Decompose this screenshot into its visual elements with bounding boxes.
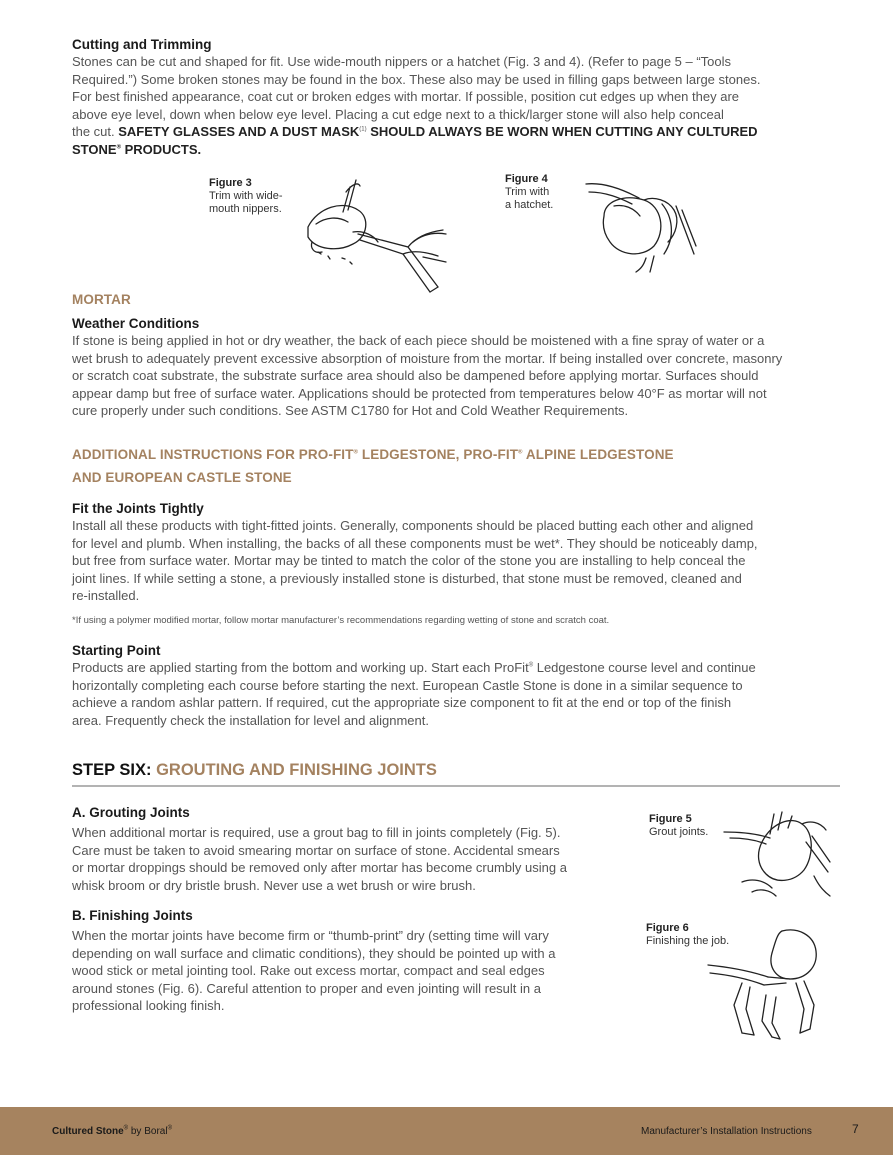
- starting-line-2: horizontally completing each course before starting the next. European Castle Stone is done in a similar sequence to: [72, 677, 743, 693]
- fit-line-1: Install all these products with tight-fitted joints. Generally, components should be placed butting each other and aligned: [72, 518, 754, 533]
- figure-4-caption-line-1: Trim with: [505, 186, 550, 198]
- starting-line-1-a: Products are applied starting from the bottom and working up. Start each ProFit: [72, 660, 529, 675]
- starting-line-4: area. Frequently check the installation for level and alignment.: [72, 712, 429, 728]
- finishing-line-5: professional looking finish.: [72, 998, 225, 1014]
- fit-line-3: but free from surface water. Mortar may be tinted to match the color of the stone you are installing to help conceal the: [72, 553, 746, 569]
- registered-mark: ®: [528, 662, 534, 669]
- page-number: 7: [852, 1122, 859, 1136]
- footer-doc-title: Manufacturer’s Installation Instructions: [641, 1126, 812, 1137]
- step-six-title: GROUTING AND FINISHING JOINTS: [156, 761, 437, 779]
- safety-warning-cont: SHOULD ALWAYS BE WORN WHEN CUTTING ANY CULTURED: [366, 124, 758, 140]
- polymer-footnote: *If using a polymer modified mortar, follow mortar manufacturer’s recommendations regarding wetting of stone and scratch coat.: [72, 615, 610, 626]
- weather-line-4: appear damp but free of surface water. Applications should be protected from temperatures below 40°F as mortar will not: [72, 385, 767, 401]
- registered-mark: ®: [518, 449, 523, 456]
- registered-mark: ®: [353, 449, 359, 456]
- weather-conditions-body: [72, 332, 862, 420]
- starting-line-1-b: Ledgestone course level and continue: [533, 660, 756, 675]
- hatchet-illustration-icon: [584, 176, 700, 276]
- grouting-joints-heading: A. Grouting Joints: [72, 805, 190, 820]
- additional-instructions-title: [72, 447, 674, 462]
- finishing-joints-body: [72, 927, 642, 1015]
- nippers-illustration-icon: [298, 172, 448, 300]
- cutting-body: [72, 53, 852, 159]
- weather-line-5: cure properly under such conditions. See ASTM C1780 for Hot and Cold Weather Requirements.: [72, 403, 629, 419]
- registered-mark: ®: [167, 1125, 172, 1132]
- figure-5-caption: [649, 813, 708, 839]
- cutting-line-5: [72, 123, 852, 141]
- grout-bag-illustration-icon: [722, 812, 832, 900]
- finishing-line-4: around stones (Fig. 6). Careful attention to proper and even jointing will result in a: [72, 980, 541, 996]
- additional-title-part-1: ADDITIONAL INSTRUCTIONS FOR PRO-FIT: [72, 447, 354, 462]
- figure-3-title: Figure 3: [209, 177, 252, 189]
- safety-warning-products: PRODUCTS.: [120, 141, 202, 157]
- additional-title-part-2: LEDGESTONE, PRO-FIT: [358, 447, 519, 462]
- fit-line-5: re-installed.: [72, 588, 140, 604]
- figure-4-caption-line-2: a hatchet.: [505, 199, 554, 211]
- grouting-line-4: whisk broom or dry bristle brush. Never use a wet brush or wire brush.: [72, 877, 476, 893]
- step-six-label: STEP SIX:: [72, 761, 157, 779]
- footer-brand-by: by Boral: [128, 1126, 168, 1137]
- safety-warning-stone: STONE: [72, 141, 117, 157]
- grouting-line-1: When additional mortar is required, use a grout bag to fill in joints completely (Fig. 5).: [72, 825, 561, 840]
- grouting-line-3: or mortar droppings should be removed only after mortar has become crumbly using a: [72, 860, 567, 876]
- cutting-line-4: above eye level, down when below eye level. Placing a cut edge next to a thick/larger stone will also help conceal: [72, 106, 724, 122]
- fit-line-2: for level and plumb. When installing, the backs of all these components must be wet*. They should be noticeably damp,: [72, 535, 758, 551]
- mortar-section-title: MORTAR: [72, 292, 131, 307]
- section-divider: [72, 785, 840, 787]
- figure-5-title: Figure 5: [649, 813, 692, 825]
- figure-4-caption: [505, 173, 553, 212]
- registered-mark: ®: [123, 1125, 129, 1132]
- weather-line-2: wet brush to adequately prevent excessive absorption of moisture from the mortar. If being installed over concrete, masonry: [72, 350, 783, 366]
- cutting-line-2: Required.”) Some broken stones may be found in the box. These also may be used in filling gaps between large stones.: [72, 71, 761, 87]
- footer-brand-name: Cultured Stone: [52, 1126, 124, 1137]
- cutting-heading: Cutting and Trimming: [72, 37, 212, 52]
- finishing-line-1: When the mortar joints have become firm or “thumb-print” dry (setting time will vary: [72, 928, 549, 943]
- weather-conditions-heading: Weather Conditions: [72, 316, 200, 331]
- additional-title-part-3: ALPINE LEDGESTONE: [522, 447, 674, 462]
- figure-6-caption-text: Finishing the job.: [646, 935, 730, 947]
- weather-line-3: or scratch coat substrate, the substrate surface area should also be dampened before applying mortar. Surfaces should: [72, 368, 759, 384]
- registered-mark: ®: [116, 144, 121, 151]
- figure-6-title: Figure 6: [646, 922, 689, 934]
- footer-brand: [52, 1126, 172, 1137]
- cutting-line-1: Stones can be cut and shaped for fit. Use wide-mouth nippers or a hatchet (Fig. 3 and 4). (Refer to page 5 – “Tools: [72, 54, 732, 69]
- cutting-line-6: [72, 141, 852, 159]
- figure-4-title: Figure 4: [505, 173, 548, 185]
- finishing-line-3: wood stick or metal jointing tool. Rake out excess mortar, compact and seal edges: [72, 963, 545, 979]
- finishing-joints-heading: B. Finishing Joints: [72, 908, 193, 923]
- starting-point-body: [72, 659, 862, 729]
- fit-joints-heading: Fit the Joints Tightly: [72, 501, 204, 516]
- grouting-line-2: Care must be taken to avoid smearing mortar on surface of stone. Accidental smears: [72, 842, 560, 858]
- step-six-heading: [72, 761, 437, 780]
- cutting-line-5-plain: the cut.: [72, 124, 119, 140]
- fit-line-4: joint lines. If while setting a stone, a previously installed stone is disturbed, that stone must be removed, cleaned and: [72, 570, 742, 586]
- jointing-tool-illustration-icon: [706, 925, 826, 1043]
- figure-3-caption-line-2: mouth nippers.: [209, 203, 282, 215]
- starting-line-3: achieve a random ashlar pattern. If required, cut the appropriate size component to fit at the end or top of the finish: [72, 695, 732, 711]
- footnote-marker: (1): [359, 127, 367, 134]
- starting-line-1: [72, 659, 862, 677]
- starting-point-heading: Starting Point: [72, 643, 161, 658]
- weather-line-1: If stone is being applied in hot or dry weather, the back of each piece should be moistened with a fine spray of water or a: [72, 333, 765, 348]
- additional-instructions-title-line-2: AND EUROPEAN CASTLE STONE: [72, 470, 292, 485]
- grouting-joints-body: [72, 824, 642, 894]
- fit-joints-body: [72, 517, 862, 605]
- safety-warning: SAFETY GLASSES AND A DUST MASK: [118, 124, 360, 140]
- figure-3-caption: [209, 177, 283, 216]
- figure-5-caption-text: Grout joints.: [649, 826, 709, 838]
- figure-3-caption-line-1: Trim with wide-: [209, 190, 283, 202]
- finishing-line-2: depending on wall surface and climatic conditions), they should be pointed up with a: [72, 945, 556, 961]
- cutting-line-3: For best finished appearance, coat cut or broken edges with mortar. If possible, position cut edges up when they are: [72, 89, 739, 105]
